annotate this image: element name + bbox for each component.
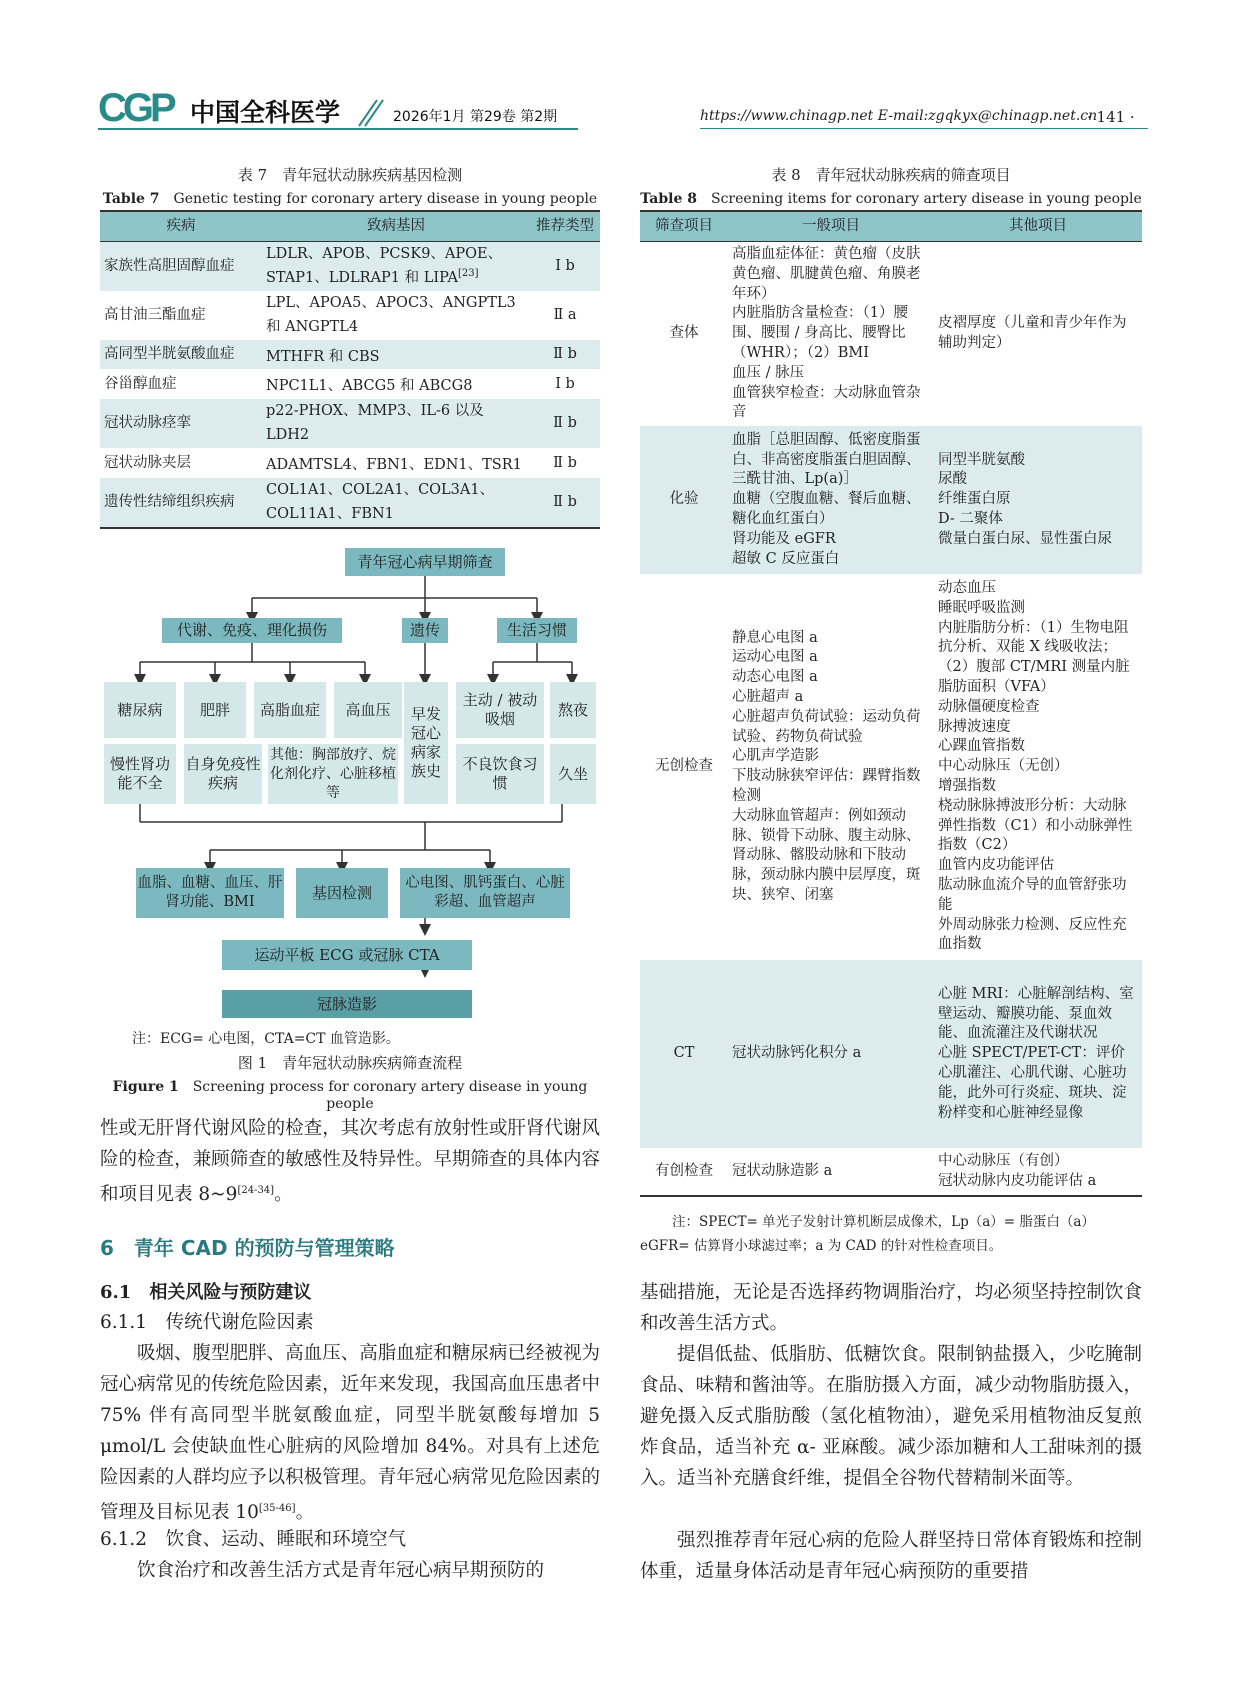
table8-general-line: 血糖（空腹血糖、餐后血糖、糖化血红蛋白） (732, 491, 921, 528)
table8-general-line: 运动心电图 a (732, 649, 818, 666)
table8-cell-general (728, 960, 934, 1148)
table8-other-line: 脉搏波速度 (938, 718, 1011, 735)
table7-row (100, 291, 600, 340)
table8-general-line: 大动脉血管超声：例如颈动脉、锁骨下动脉、腹主动脉、肾动脉、髂股动脉和下肢动脉，颈动脉内膜中层厚度，斑块、狭窄、闭塞 (732, 807, 921, 903)
figure1-caption-en: Figure 1 Screening process for coronary artery disease in young people (112, 1079, 588, 1112)
table7-cell-disease: 谷甾醇血症 (104, 375, 177, 392)
left-paragraph-3: 饮食治疗和改善生活方式是青年冠心病早期预防的 (137, 1560, 545, 1581)
flow-item-ckd: 慢性肾功能不全 (104, 744, 176, 804)
table7-caption-en: Table 7 Genetic testing for coronary artery disease in young people (102, 191, 598, 207)
left-paragraph-2: 吸烟、腹型肥胖、高血压、高脂血症和糖尿病已经被视为冠心病常见的传统危险因素，近年来发现，我国高血压患者中 75% 伴有高同型半胱氨酸血症，同型半胱氨酸每增加 5 μmol/L 会使缺血性心脏病的风险增加 84%。对具有上述危险因素的人群均应予以积极管理。青年冠心病常见危险因素的管理及目标见表 10[35-46]。 (100, 1343, 600, 1524)
table8-general-line: 血脂［总胆固醇、低密度脂蛋白、非高密度脂蛋白胆固醇、三酰甘油、Lp(a)］ (732, 431, 921, 488)
flow-test-cardiac: 心电图、肌钙蛋白、心脏彩超、血管超声 (400, 868, 570, 918)
journal-website[interactable]: https://www.chinagp.net E-mail:zgqkyx@chinagp.net.cn (700, 108, 1098, 124)
flow-item-autoimmune: 自身免疫性疾病 (184, 744, 262, 804)
table8-other-line: 血管内皮功能评估 (938, 857, 1054, 874)
flow-item-smoking: 主动 / 被动吸烟 (456, 682, 544, 738)
table7-row (100, 448, 600, 478)
table7-cell-grade: Ⅱ b (530, 340, 600, 370)
table8-caption-cn: 表 8 青年冠状动脉疾病的筛查项目 (771, 166, 1011, 184)
table8-other-line: 同型半胱氨酸 (938, 451, 1025, 468)
flow-item-obesity: 肥胖 (184, 682, 246, 738)
table7-cell-disease: 高甘油三酯血症 (104, 306, 206, 323)
table8-cell-item: 无创检查 (655, 758, 713, 775)
table7-cell-disease: 冠状动脉痉挛 (100, 399, 262, 448)
table8-other-line: 心踝血管指数 (938, 738, 1025, 755)
table8-cell-general (728, 574, 934, 960)
table7-cell-grade: Ⅰ b (530, 242, 600, 291)
section-6-heading: 6 青年 CAD 的预防与管理策略 (100, 1236, 395, 1260)
table7-cell-disease: 家族性高胆固醇血症 (100, 242, 262, 291)
right-paragraph-1: 基础措施，无论是否选择药物调脂治疗，均必须坚持控制饮食和改善生活方式。 (640, 1282, 1142, 1334)
table8-other-line: 尿酸 (938, 471, 967, 488)
table8-cell-general (728, 426, 934, 574)
table8-general-line: 高脂血症体征：黄色瘤（皮肤黄色瘤、肌腱黄色瘤、角膜老年环） (732, 246, 921, 302)
figure1-caption-cn: 图 1 青年冠状动脉疾病筛查流程 (237, 1054, 463, 1072)
flow-item-family-history: 早发冠心病家族史 (404, 682, 448, 804)
table8-general-line: 动态心电图 a (732, 669, 818, 686)
table8-row (640, 426, 1142, 574)
table8-other-line: 皮褶厚度（儿童和青少年作为辅助判定） (938, 315, 1127, 352)
table8-general-line: 血压 / 脉压 (732, 364, 805, 381)
table8-cell-general (728, 242, 934, 427)
table8-general-line: 肾功能及 eGFR (732, 530, 836, 547)
table8-cell-other (934, 960, 1142, 1148)
header-rule (98, 128, 578, 130)
flow-item-hyperlipidemia: 高脂血症 (254, 682, 326, 738)
table7-cell-grade: Ⅱ a (553, 306, 577, 323)
table8-header-general: 一般项目 (728, 211, 934, 242)
table7-cell-grade: Ⅱ b (530, 478, 600, 528)
header-slash-decoration (355, 96, 385, 128)
left-paragraph-1: 性或无肝肾代谢风险的检查，其次考虑有放射性或肝肾代谢风险的检查，兼顾筛查的敏感性及特异性。早期筛查的具体内容和项目见表 8~9[24-34]。 (100, 1118, 600, 1206)
table7-cell-genes: p22-PHOX、MMP3、IL-6 以及 LDH2 (262, 399, 530, 448)
table8-general-line: 冠状动脉钙化积分 a (732, 1045, 862, 1062)
table7-cell-genes: NPC1L1、ABCG5 和 ABCG8 (266, 378, 473, 395)
table7-cell-genes: MTHFR 和 CBS (262, 340, 530, 370)
table8-header-other: 其他项目 (934, 211, 1142, 242)
table8-other-line: 冠状动脉内皮功能评估 a (938, 1172, 1097, 1189)
table8-row (640, 574, 1142, 960)
flow-item-diet: 不良饮食习惯 (456, 744, 544, 804)
table7-row (100, 369, 600, 399)
table8-general-line: 超敏 C 反应蛋白 (732, 550, 840, 567)
table8-general-line: 冠状动脉造影 a (732, 1162, 833, 1179)
table8-cell-other (934, 242, 1142, 427)
flow-step-angiography: 冠脉造影 (222, 990, 472, 1018)
table8-other-line: 心脏 SPECT/PET-CT：评价心肌灌注、心肌代谢、心脏功能，此外可行炎症、斑块、淀粉样变和心脏神经显像 (938, 1045, 1127, 1121)
table8-other-line: 桡动脉脉搏波形分析：大动脉弹性指数（C1）和小动脉弹性指数（C2） (938, 797, 1133, 854)
flow-category-genetic: 遗传 (402, 618, 448, 643)
table8-other-line: 心脏 MRI：心脏解剖结构、室壁运动、瓣膜功能、泵血效能、血流灌注及代谢状况 (938, 985, 1134, 1042)
table8-other-line: 增强指数 (938, 778, 996, 795)
flow-step-exercise-ecg: 运动平板 ECG 或冠脉 CTA (222, 940, 472, 970)
page-number: · 141 · (1087, 108, 1135, 126)
flow-category-metabolic: 代谢、免疫、理化损伤 (162, 618, 342, 643)
table8-general-line: 心肌声学造影 (732, 748, 819, 765)
table7-header-grade: 推荐类型 (530, 211, 600, 242)
table8-other-line: 中心动脉压（有创） (938, 1152, 1069, 1169)
table7-header-genes: 致病基因 (262, 211, 530, 242)
table8-header-item: 筛查项目 (640, 211, 728, 242)
table8-general-line: 静息心电图 a (732, 629, 818, 646)
table7-row (100, 478, 600, 528)
table8-general-line: 心脏超声 a (732, 688, 804, 705)
right-paragraph-3: 强烈推荐青年冠心病的危险人群坚持日常体育锻炼和控制体重，适量身体活动是青年冠心病预防的重要措 (640, 1530, 1142, 1582)
table8-other-line: 外周动脉张力检测、反应性充血指数 (938, 916, 1127, 953)
table8 (640, 210, 1142, 1197)
table8-general-line: 内脏脂肪含量检查：（1）腰围、腰围 / 身高比、腰臀比（WHR）；（2）BMI (732, 305, 908, 361)
table8-cell-item: CT (640, 960, 728, 1148)
table8-note-1: 注：SPECT= 单光子发射计算机断层成像术，Lp（a）= 脂蛋白（a） (672, 1214, 1095, 1230)
table8-general-line: 血管狭窄检查：大动脉血管杂音 (732, 384, 921, 421)
table8-cell-item: 化验 (640, 426, 728, 574)
flow-item-other: 其他：胸部放疗、烷化剂化疗、心脏移植等 (268, 744, 398, 804)
table8-row (640, 960, 1142, 1148)
flow-test-genetic: 基因检测 (296, 868, 388, 918)
table7-cell-disease: 高同型半胱氨酸血症 (100, 340, 262, 370)
section-6-1-2-heading: 6.1.2 饮食、运动、睡眠和环境空气 (100, 1529, 407, 1550)
flow-item-sedentary: 久坐 (550, 744, 596, 804)
table8-row (640, 1148, 1142, 1196)
flow-top-box: 青年冠心病早期筛查 (345, 548, 505, 576)
table8-other-line: 内脏脂肪分析：（1）生物电阻抗分析、双能 X 线吸收法；（2）腹部 CT/MRI 测量内脏脂肪面积（VFA） (938, 619, 1130, 696)
flow-item-diabetes: 糖尿病 (104, 682, 176, 738)
section-6-1-1-heading: 6.1.1 传统代谢危险因素 (100, 1312, 314, 1333)
journal-logo: CGP (98, 86, 173, 130)
header-rule-right (700, 128, 1148, 129)
table8-other-line: 睡眠呼吸监测 (938, 599, 1025, 616)
issue-info: 2026年1月 第29卷 第2期 (393, 109, 558, 125)
table8-other-line: 动脉僵硬度检查 (938, 698, 1040, 715)
table8-other-line: D- 二聚体 (938, 511, 1003, 528)
table8-other-line: 纤维蛋白原 (938, 491, 1011, 508)
table7-cell-grade: Ⅱ b (553, 454, 577, 471)
flow-test-metabolic: 血脂、血糖、血压、肝肾功能、BMI (136, 868, 284, 918)
journal-name: 中国全科医学 (190, 98, 341, 127)
table7-cell-genes: ADAMTSL4、FBN1、EDN1、TSR1 (266, 456, 522, 473)
table7-cell-grade: Ⅱ b (530, 399, 600, 448)
table8-other-line: 肱动脉血流介导的血管舒张功能 (938, 877, 1127, 913)
table8-other-line: 动态血压 (938, 580, 996, 597)
table7-cell-genes: LDLR、APOB、PCSK9、APOE、STAP1、LDLRAP1 和 LIPA[23] (262, 242, 530, 291)
table7-cell-disease: 遗传性结缔组织疾病 (100, 478, 262, 528)
table7-cell-genes: COL1A1、COL2A1、COL3A1、COL11A1、FBN1 (262, 478, 530, 528)
table8-cell-general (728, 1148, 934, 1196)
table8-row (640, 242, 1142, 427)
table8-cell-item: 有创检查 (640, 1148, 728, 1196)
table8-general-line: 下肢动脉狭窄评估：踝臂指数检测 (732, 768, 921, 804)
table7-caption-cn: 表 7 青年冠状动脉疾病基因检测 (237, 166, 463, 184)
flow-item-staying-up: 熬夜 (550, 682, 596, 738)
table7-row (100, 340, 600, 370)
table8-caption-en: Table 8 Screening items for coronary artery disease in young people (640, 191, 1142, 207)
table8-other-line: 微量白蛋白尿、显性蛋白尿 (938, 530, 1112, 547)
right-paragraph-2: 提倡低盐、低脂肪、低糖饮食。限制钠盐摄入，少吃腌制食品、味精和酱油等。在脂肪摄入方面，减少动物脂肪摄入，避免摄入反式脂肪酸（氢化植物油），避免采用植物油反复煎炸食品，适当补充 α- 亚麻酸。减少添加糖和人工甜味剂的摄入。适当补充膳食纤维，提倡全谷物代替精制米面等。 (640, 1344, 1142, 1489)
table8-cell-other (934, 426, 1142, 574)
table8-cell-other (934, 1148, 1142, 1196)
section-6-1-heading: 6.1 相关风险与预防建议 (100, 1282, 312, 1303)
table7-row (100, 242, 600, 291)
table8-general-line: 心脏超声负荷试验：运动负荷试验、药物负荷试验 (732, 708, 921, 745)
table8-other-line: 中心动脉压（无创） (938, 758, 1069, 775)
table7-cell-grade: Ⅰ b (555, 375, 575, 392)
table7-cell-genes: LPL、APOA5、APOC3、ANGPTL3 和 ANGPTL4 (266, 294, 516, 335)
table7 (100, 210, 600, 529)
flow-item-hypertension: 高血压 (334, 682, 402, 738)
table8-cell-item: 查体 (669, 325, 699, 342)
table8-note-2: eGFR= 估算肾小球滤过率；a 为 CAD 的针对性检查项目。 (640, 1238, 1003, 1254)
table8-cell-other (934, 574, 1142, 960)
table7-row (100, 399, 600, 448)
table7-cell-disease: 冠状动脉夹层 (104, 454, 191, 471)
table7-header-disease: 疾病 (100, 211, 262, 242)
flow-category-lifestyle: 生活习惯 (497, 618, 577, 643)
figure1-note: 注：ECG= 心电图，CTA=CT 血管造影。 (132, 1031, 400, 1047)
